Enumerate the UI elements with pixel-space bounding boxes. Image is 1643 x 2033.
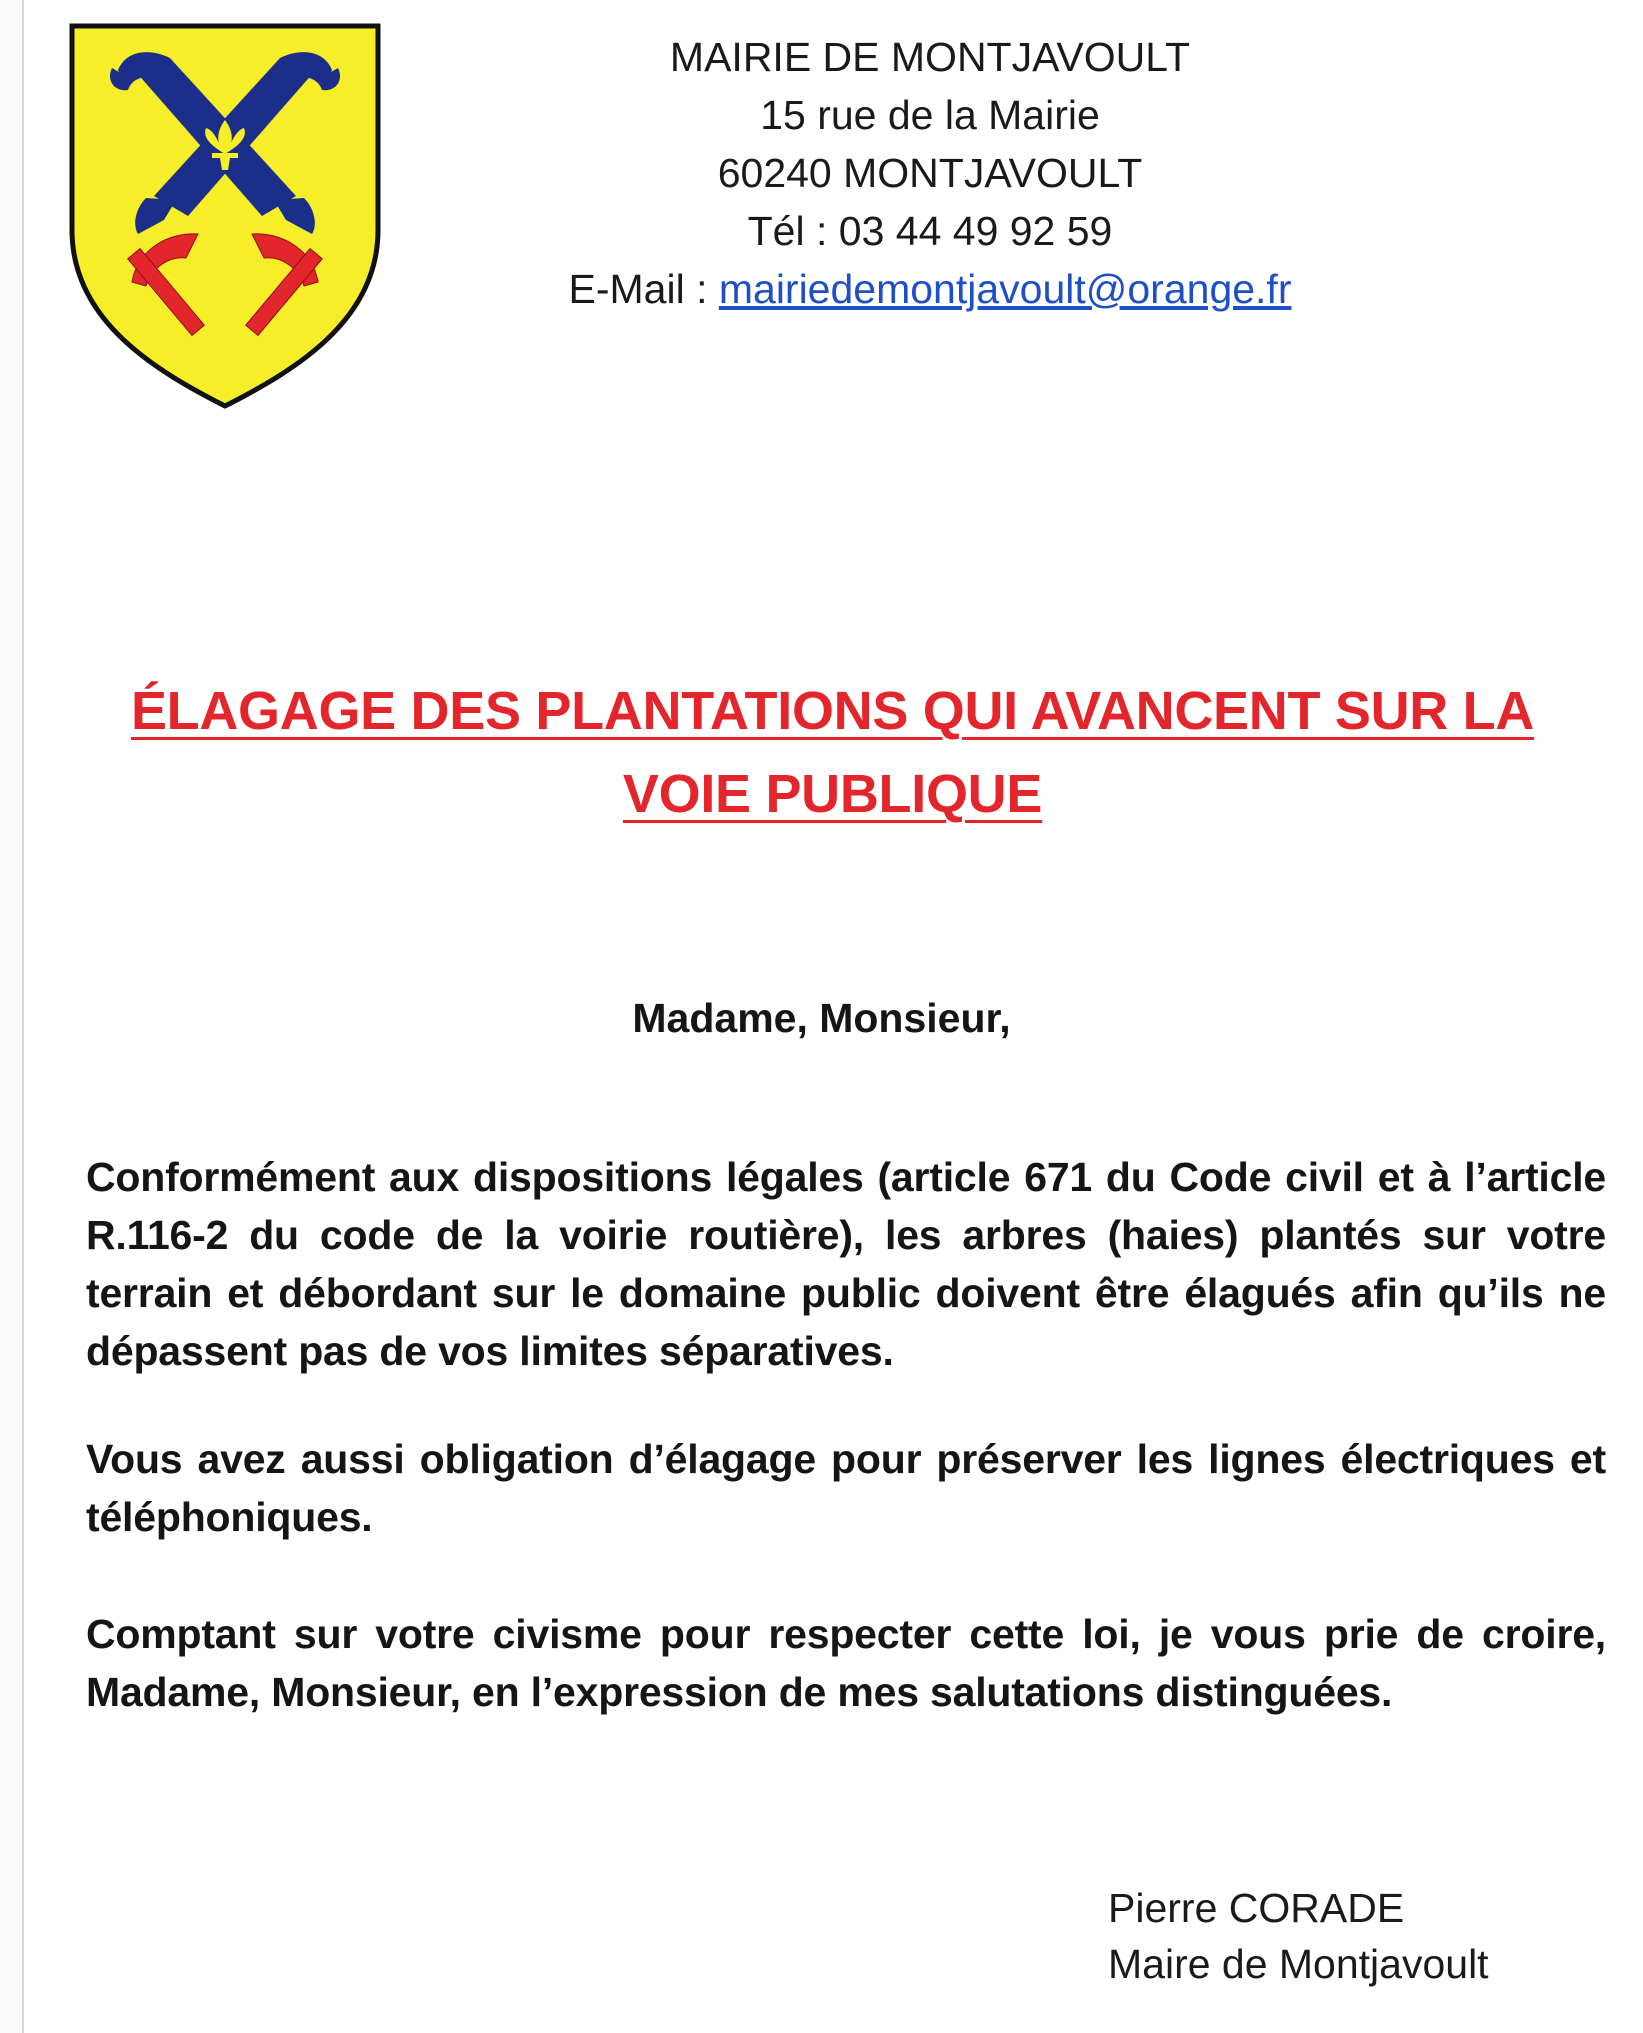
signatory-name: Pierre CORADE xyxy=(1108,1885,1405,1931)
signature-block xyxy=(1108,1880,1489,1992)
body-paragraph-closing: Comptant sur votre civisme pour respecter cette loi, je vous prie de croire, Madame, Monsieur, en l’expression de mes salutations distinguées. xyxy=(86,1611,1606,1715)
signatory-role: Maire de Montjavoult xyxy=(1108,1941,1489,1987)
coat-of-arms-logo xyxy=(66,20,384,412)
phone-number: Tél : 03 44 49 92 59 xyxy=(747,208,1113,254)
title-line-1: ÉLAGAGE DES PLANTATIONS QUI AVANCENT SUR LA xyxy=(130,681,1535,741)
body-paragraph-obligation: Vous avez aussi obligation d’élagage pour préserver les lignes électriques et téléphoniques. xyxy=(86,1436,1606,1540)
email-label: E-Mail : xyxy=(568,266,719,312)
street-address: 15 rue de la Mairie xyxy=(760,92,1100,138)
city-address: 60240 MONTJAVOULT xyxy=(717,150,1143,196)
document-title xyxy=(60,670,1605,836)
org-name: MAIRIE DE MONTJAVOULT xyxy=(669,34,1191,80)
body-paragraph-legal: Conformément aux dispositions légales (article 671 du Code civil et à l’article R.116-2 du code de la voirie routière), les arbres (haies) plantés sur votre terrain et débordant sur le domaine public doivent être élagués afin qu’ils ne dépassent pas de vos limites séparatives. xyxy=(86,1154,1606,1374)
email-link[interactable]: mairiedemontjavoult@orange.fr xyxy=(718,266,1292,312)
email-line xyxy=(480,260,1380,318)
town-hall-header xyxy=(480,28,1380,318)
title-line-2: VOIE PUBLIQUE xyxy=(622,764,1043,824)
salutation: Madame, Monsieur, xyxy=(632,995,1011,1041)
